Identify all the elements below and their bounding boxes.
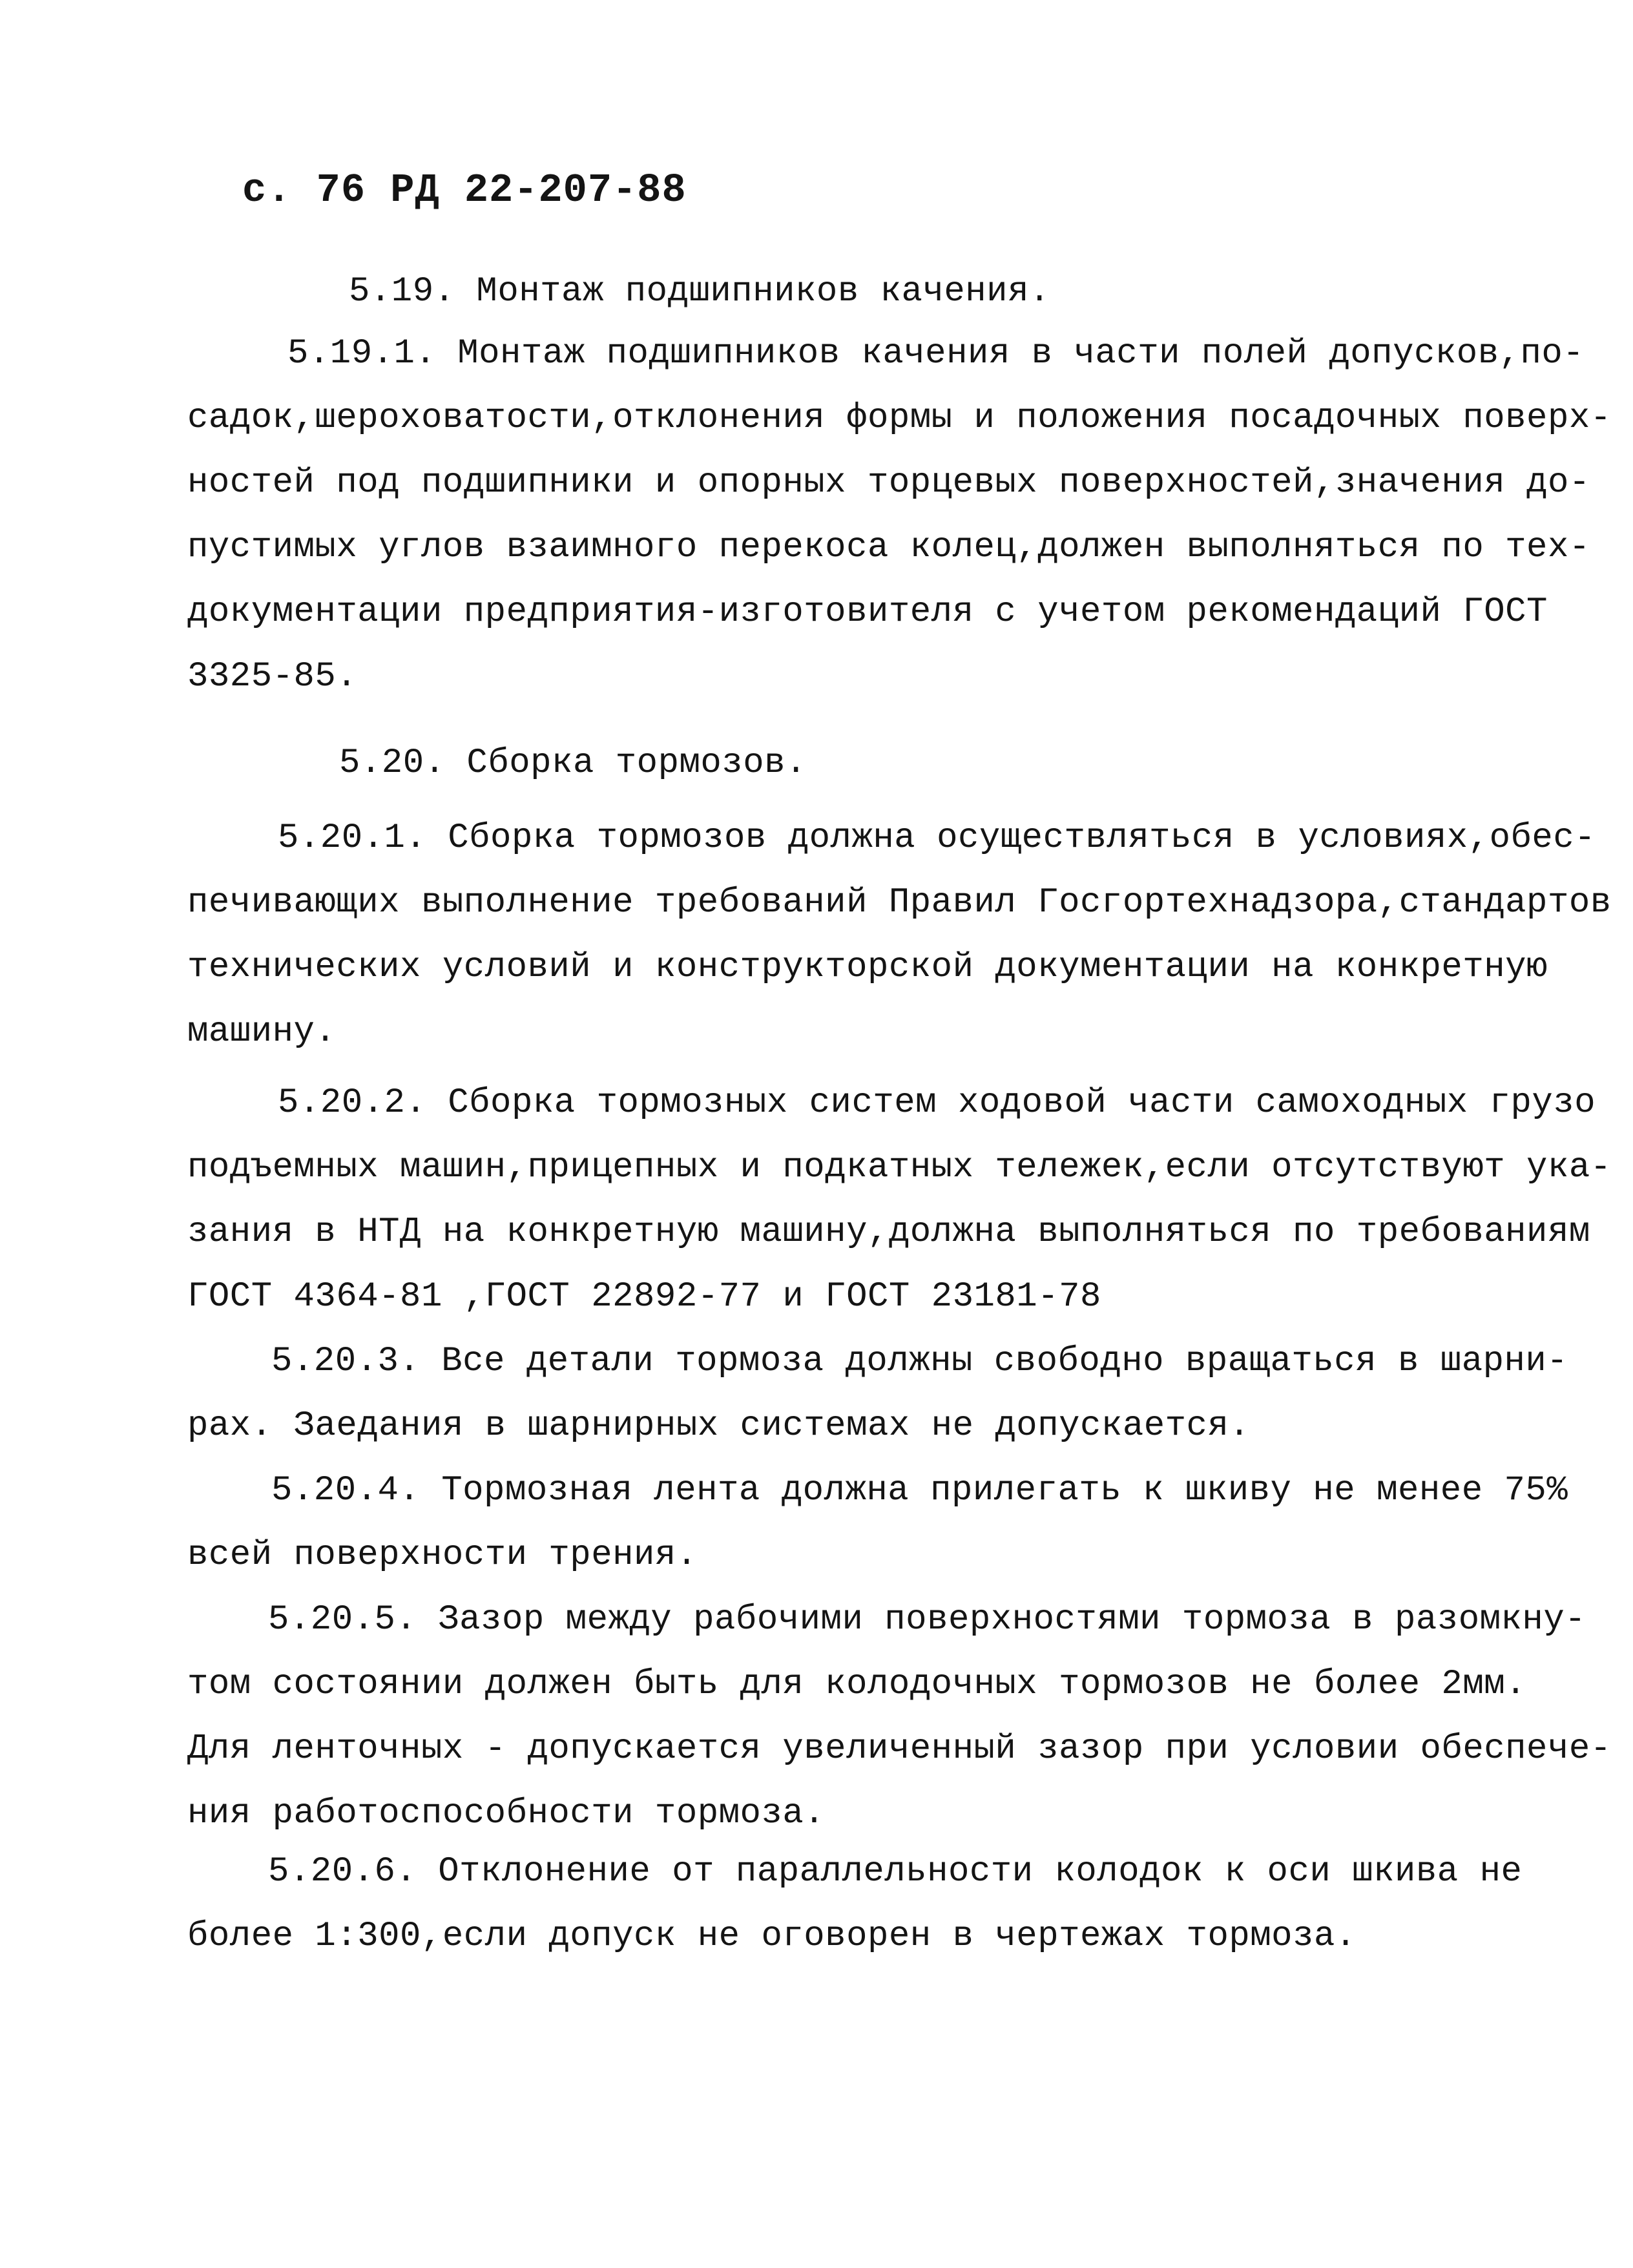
para-5-20-3-line-1: 5.20.3. Все детали тормоза должны свободно вращаться в шарни- — [271, 1342, 1568, 1381]
para-5-20-4-line-2: всей поверхности трения. — [187, 1535, 698, 1575]
para-5-20-5-line-3: Для ленточных - допускается увеличенный зазор при условии обеспече- — [187, 1729, 1612, 1769]
para-5-20-1-line-3: технических условий и конструкторской документации на конкретную — [187, 948, 1548, 987]
section-5-20-title: 5.20. Сборка тормозов. — [339, 744, 807, 783]
para-5-20-4-line-1: 5.20.4. Тормозная лента должна прилегать к шкиву не менее 75% — [271, 1471, 1568, 1510]
para-5-19-1-line-3: ностей под подшипники и опорных торцевых поверхностей,значения до- — [187, 463, 1590, 503]
para-5-20-5-line-1: 5.20.5. Зазор между рабочими поверхностями тормоза в разомкну- — [268, 1600, 1586, 1639]
para-5-20-1-line-2: печивающих выполнение требований Правил Госгортехнадзора,стандартов — [187, 883, 1612, 922]
section-5-19-title: 5.19. Монтаж подшипников качения. — [349, 272, 1050, 311]
para-5-20-3-line-2: рах. Заедания в шарнирных системах не допускается. — [187, 1406, 1251, 1446]
para-5-20-5-line-4: ния работоспособности тормоза. — [187, 1794, 826, 1833]
para-5-19-1-line-2: садок,шероховатости,отклонения формы и положения посадочных поверх- — [187, 399, 1612, 438]
para-5-20-2-line-3: зания в НТД на конкретную машину,должна выполняться по требованиям — [187, 1212, 1590, 1252]
para-5-20-2-line-1: 5.20.2. Сборка тормозных систем ходовой части самоходных грузо — [278, 1083, 1596, 1123]
para-5-20-1-line-4: машину. — [187, 1012, 337, 1052]
page-header: с. 76 РД 22-207-88 — [242, 167, 687, 213]
para-5-19-1-line-1: 5.19.1. Монтаж подшипников качения в части полей допусков,по- — [287, 334, 1585, 373]
para-5-20-6-line-1: 5.20.6. Отклонение от параллельности колодок к оси шкива не — [268, 1852, 1523, 1891]
para-5-19-1-line-4: пустимых углов взаимного перекоса колец,должен выполняться по тех- — [187, 528, 1590, 567]
para-5-20-6-line-2: более 1:300,если допуск не оговорен в чертежах тормоза. — [187, 1917, 1357, 1956]
para-5-20-5-line-2: том состоянии должен быть для колодочных тормозов не более 2мм. — [187, 1665, 1527, 1704]
para-5-20-2-line-2: подъемных машин,прицепных и подкатных тележек,если отсутствуют ука- — [187, 1148, 1612, 1187]
para-5-20-2-line-4: ГОСТ 4364-81 ,ГОСТ 22892-77 и ГОСТ 23181-78 — [187, 1277, 1101, 1316]
para-5-20-1-line-1: 5.20.1. Сборка тормозов должна осуществляться в условиях,обес- — [278, 818, 1596, 858]
para-5-19-1-line-6: 3325-85. — [187, 657, 358, 696]
para-5-19-1-line-5: документации предприятия-изготовителя с учетом рекомендаций ГОСТ — [187, 592, 1548, 632]
